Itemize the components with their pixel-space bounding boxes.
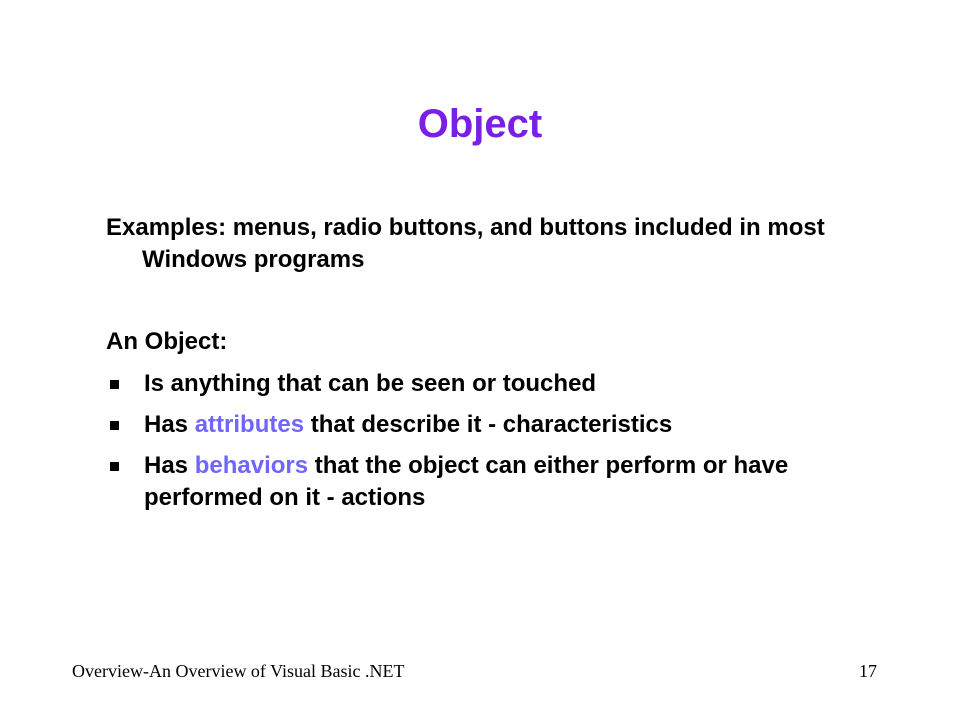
square-bullet-icon xyxy=(106,368,144,400)
section-label: An Object: xyxy=(106,328,228,355)
bullet-highlight-behaviors: behaviors xyxy=(194,452,309,479)
bullet-list xyxy=(106,368,866,514)
bullet-text-after: that the object can either perform or have performed on it - actions xyxy=(144,452,789,511)
bullet-highlight-attributes: attributes xyxy=(194,411,305,438)
bullet-text-before: Has xyxy=(144,411,195,438)
footer-title: Overview-An Overview of Visual Basic .NET xyxy=(72,661,405,681)
square-bullet-icon xyxy=(106,409,144,441)
page-number: 17 xyxy=(859,661,877,681)
square-bullet-icon xyxy=(106,450,144,482)
bullet-text xyxy=(144,450,866,514)
bullet-item xyxy=(106,409,866,441)
bullet-text-before: Is anything that can be seen or touched xyxy=(144,370,597,397)
bullet-text xyxy=(144,409,866,441)
slide-body xyxy=(106,212,866,514)
bullet-text xyxy=(144,368,866,400)
examples-paragraph: Examples: menus, radio buttons, and buttons included in most Windows programs xyxy=(106,214,825,273)
bullet-text-after: that describe it - characteristics xyxy=(304,411,673,438)
bullet-item xyxy=(106,368,866,400)
slide-title: Object xyxy=(417,102,543,146)
bullet-text-before: Has xyxy=(144,452,195,479)
bullet-item xyxy=(106,450,866,514)
